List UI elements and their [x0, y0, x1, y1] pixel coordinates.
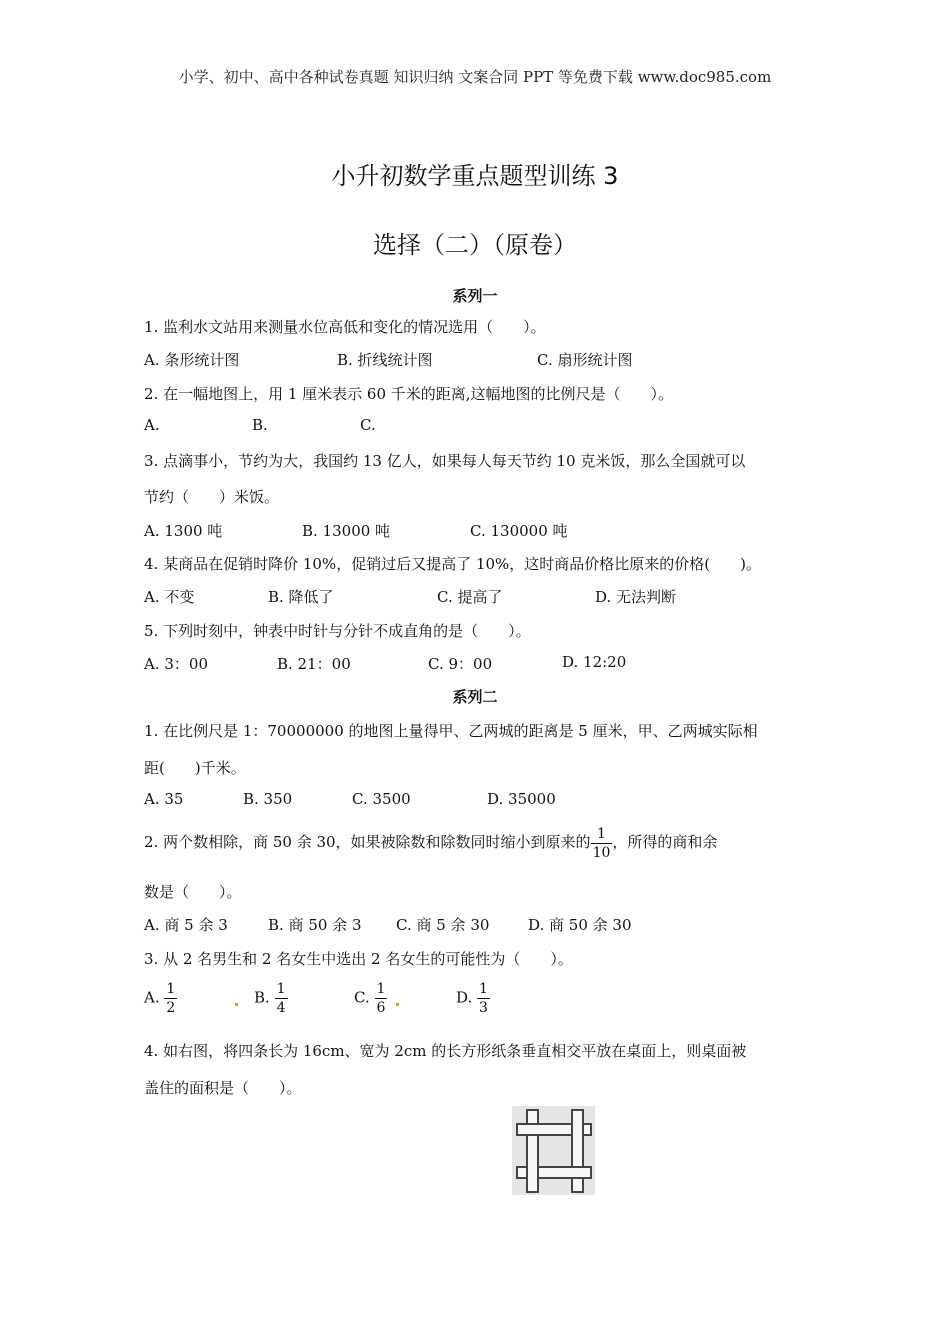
option-s1-q5-d: D. 12:20: [562, 653, 627, 671]
question-s1-q1: 1. 监利水文站用来测量水位高低和变化的情况选用（ ）。: [144, 318, 546, 336]
fraction-one-sixth: [375, 981, 388, 1016]
question-s2-q3: 3. 从 2 名男生和 2 名女生中选出 2 名女生的可能性为（ ）。: [144, 950, 573, 968]
question-s2-q2-text-after: ，所得的商和余: [612, 833, 718, 851]
option-s1-q5-b: B. 21：00: [277, 655, 351, 673]
option-s1-q3-b: B. 13000 吨: [302, 522, 391, 540]
option-s2-q2-b: B. 商 50 余 3: [268, 916, 362, 934]
fraction-denominator: 6: [376, 1000, 386, 1016]
fraction-one-third: [477, 981, 490, 1016]
option-label: D.: [456, 988, 473, 1007]
fraction-denominator: 10: [592, 844, 611, 861]
crossed-strips-figure: [512, 1106, 595, 1195]
option-s2-q2-d: D. 商 50 余 30: [528, 916, 632, 934]
page-header: 小学、初中、高中各种试卷真题 知识归纳 文案合同 PPT 等免费下载 www.doc985.com: [178, 68, 772, 86]
option-s1-q5-c: C. 9：00: [428, 655, 493, 673]
question-s2-q2-text-before: 2. 两个数相除，商 50 余 30，如果被除数和除数同时缩小到原来的: [144, 833, 591, 851]
fraction-numerator: 1: [376, 981, 386, 997]
question-s2-q2-line2: 数是（ ）。: [144, 883, 242, 901]
option-label: C.: [354, 988, 370, 1007]
fraction-one-quarter: [275, 981, 288, 1016]
option-s1-q2-b: B.: [252, 416, 268, 434]
question-s2-q2: [144, 824, 717, 861]
option-s1-q4-b: B. 降低了: [268, 588, 334, 606]
option-label: A.: [144, 988, 160, 1007]
option-s1-q5-a: A. 3：00: [144, 655, 208, 673]
fraction-one-tenth: [591, 826, 613, 861]
option-s1-q3-a: A. 1300 吨: [144, 522, 223, 540]
option-s1-q4-a: A. 不变: [144, 588, 195, 606]
option-s2-q3-b: [254, 981, 288, 1016]
page-title: 小升初数学重点题型训练 3: [331, 162, 619, 190]
question-s1-q2: 2. 在一幅地图上，用 1 厘米表示 60 千米的距离,这幅地图的比例尺是（ ）。: [144, 385, 674, 403]
option-s1-q1-c: C. 扇形统计图: [537, 351, 633, 369]
question-s2-q1-line2: 距( )千米。: [144, 759, 246, 777]
question-s1-q5: 5. 下列时刻中，钟表中时针与分针不成直角的是（ ）。: [144, 622, 531, 640]
section-heading-series2: 系列二: [452, 688, 498, 706]
option-s1-q1-a: A. 条形统计图: [144, 351, 240, 369]
option-s2-q3-a: [144, 981, 177, 1016]
option-s1-q4-d: D. 无法判断: [595, 588, 677, 606]
option-s2-q1-b: B. 350: [243, 790, 293, 808]
option-s2-q3-d: [456, 981, 490, 1016]
fraction-denominator: 4: [276, 1000, 286, 1016]
option-s1-q2-a: A.: [144, 416, 160, 434]
fraction-one-half: [164, 981, 177, 1016]
option-s2-q2-c: C. 商 5 余 30: [396, 916, 490, 934]
section-heading-series1: 系列一: [452, 287, 498, 305]
question-s2-q4: 4. 如右图，将四条长为 16cm、宽为 2cm 的长方形纸条垂直相交平放在桌面上，则桌面被: [144, 1042, 747, 1060]
fraction-numerator: 1: [276, 981, 286, 997]
option-label: B.: [254, 988, 270, 1007]
crossed-strips-icon: [512, 1106, 595, 1195]
stray-mark: [235, 1003, 238, 1006]
fraction-denominator: 3: [479, 1000, 488, 1016]
option-s1-q2-c: C.: [360, 416, 376, 434]
option-s2-q1-c: C. 3500: [352, 790, 411, 808]
question-s1-q3-line2: 节约（ ）米饭。: [144, 488, 280, 506]
question-s1-q4: 4. 某商品在促销时降价 10%，促销过后又提高了 10%，这时商品价格比原来的价格( )。: [144, 555, 762, 573]
option-s2-q3-c: [354, 981, 387, 1016]
fraction-numerator: 1: [166, 981, 176, 997]
option-s1-q4-c: C. 提高了: [437, 588, 503, 606]
fraction-denominator: 2: [166, 1000, 176, 1016]
option-s2-q1-d: D. 35000: [487, 790, 556, 808]
question-s2-q1: 1. 在比例尺是 1：70000000 的地图上量得甲、乙两城的距离是 5 厘米，甲、乙两城实际相: [144, 722, 758, 740]
option-s1-q3-c: C. 130000 吨: [470, 522, 568, 540]
stray-mark: [396, 1003, 399, 1006]
option-s1-q1-b: B. 折线统计图: [337, 351, 433, 369]
fraction-numerator: 1: [597, 825, 606, 842]
option-s2-q2-a: A. 商 5 余 3: [144, 916, 228, 934]
page-subtitle: 选择（二）（原卷）: [373, 231, 577, 259]
question-s1-q3: 3. 点滴事小，节约为大，我国约 13 亿人，如果每人每天节约 10 克米饭，那么全国就可以: [144, 452, 746, 470]
fraction-numerator: 1: [479, 981, 488, 997]
option-s2-q1-a: A. 35: [144, 790, 184, 808]
question-s2-q4-line2: 盖住的面积是（ ）。: [144, 1079, 302, 1097]
